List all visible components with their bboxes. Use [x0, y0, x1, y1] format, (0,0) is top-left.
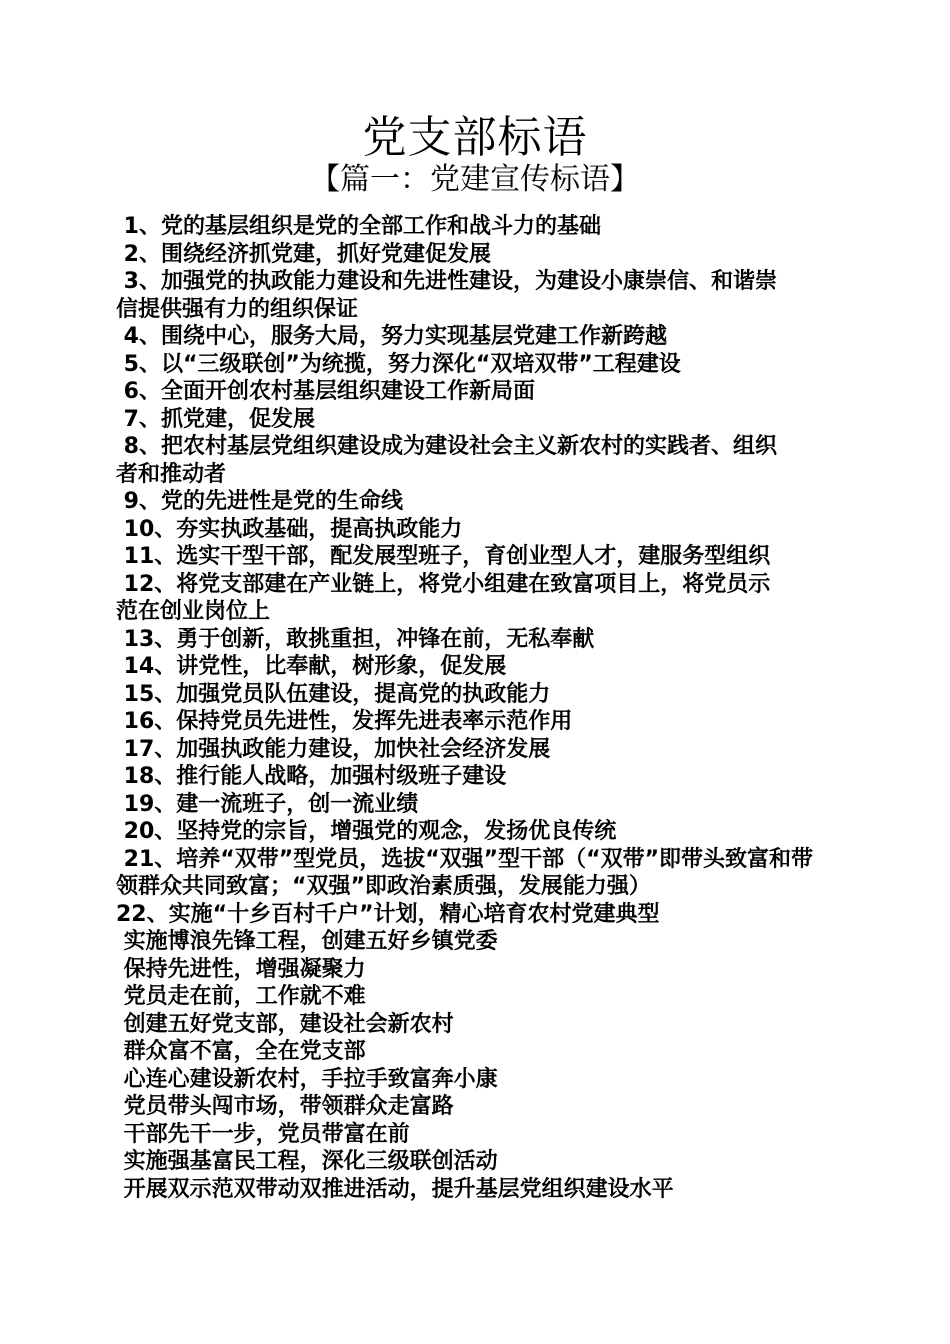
text-line: 12、将党支部建在产业链上，将党小组建在致富项目上，将党员示: [116, 571, 771, 597]
text-line: 8、把农村基层党组织建设成为建设社会主义新农村的实践者、组织: [116, 434, 777, 459]
text-line: 10、夯实执政基础，提高执政能力: [116, 516, 463, 542]
text-line: 11、选实干型干部，配发展型班子，育创业型人才，建服务型组织: [116, 544, 771, 569]
text-line: 信提供强有力的组织保证: [116, 296, 359, 322]
text-line: 心连心建设新农村，手拉手致富奔小康: [116, 1066, 498, 1092]
text-line: 干部先干一步，党员带富在前: [116, 1121, 410, 1147]
text-line: 创建五好党支部，建设社会新农村: [116, 1011, 454, 1037]
text-line: 范在创业岗位上: [116, 599, 271, 624]
document-title: 党支部标语: [362, 112, 588, 163]
text-line: 7、抓党建，促发展: [116, 406, 315, 432]
document-subtitle: 【篇一：党建宣传标语】: [310, 162, 640, 197]
text-line: 保持先进性，增强凝聚力: [116, 956, 366, 982]
text-line: 6、全面开创农村基层组织建设工作新局面: [116, 379, 535, 404]
text-line: 9、党的先进性是党的生命线: [116, 489, 403, 514]
text-line: 者和推动者: [116, 461, 227, 487]
text-line: 13、勇于创新，敢挑重担，冲锋在前，无私奉献: [116, 626, 595, 652]
text-line: 领群众共同致富；“双强”即政治素质强，发展能力强）: [116, 874, 651, 899]
text-line: 16、保持党员先进性，发挥先进表率示范作用: [116, 709, 573, 734]
text-line: 22、实施“十乡百村千户”计划，精心培育农村党建典型: [116, 901, 660, 927]
text-line: 党员带头闯市场，带领群众走富路: [116, 1094, 454, 1119]
text-line: 4、围绕中心，服务大局，努力实现基层党建工作新跨越: [116, 324, 667, 349]
text-line: 群众富不富，全在党支部: [116, 1039, 366, 1064]
text-line: 14、讲党性，比奉献，树形象，促发展: [116, 654, 507, 679]
text-line: 开展双示范双带动双推进活动，提升基层党组织建设水平: [116, 1176, 674, 1202]
text-line: 实施强基富民工程，深化三级联创活动: [116, 1149, 498, 1174]
text-line: 2、围绕经济抓党建，抓好党建促发展: [116, 241, 491, 267]
text-line: 5、以“三级联创”为统揽，努力深化“双培双带”工程建设: [116, 351, 681, 377]
slogan-list: [116, 213, 832, 1203]
text-line: 3、加强党的执政能力建设和先进性建设，为建设小康崇信、和谐崇: [116, 269, 777, 294]
text-line: 15、加强党员队伍建设，提高党的执政能力: [116, 681, 551, 707]
text-line: 党员走在前，工作就不难: [116, 984, 366, 1009]
text-line: 21、培养“双带”型党员，选拔“双强”型干部（“双带”即带头致富和带: [116, 846, 814, 872]
text-line: 19、建一流班子，创一流业绩: [116, 791, 419, 817]
text-line: 1、党的基层组织是党的全部工作和战斗力的基础: [116, 214, 601, 239]
text-line: 18、推行能人战略，加强村级班子建设: [116, 764, 507, 789]
text-line: 20、坚持党的宗旨，增强党的观念，发扬优良传统: [116, 819, 617, 844]
text-line: 实施博浪先锋工程，创建五好乡镇党委: [116, 929, 498, 954]
text-line: 17、加强执政能力建设，加快社会经济发展: [116, 736, 551, 762]
